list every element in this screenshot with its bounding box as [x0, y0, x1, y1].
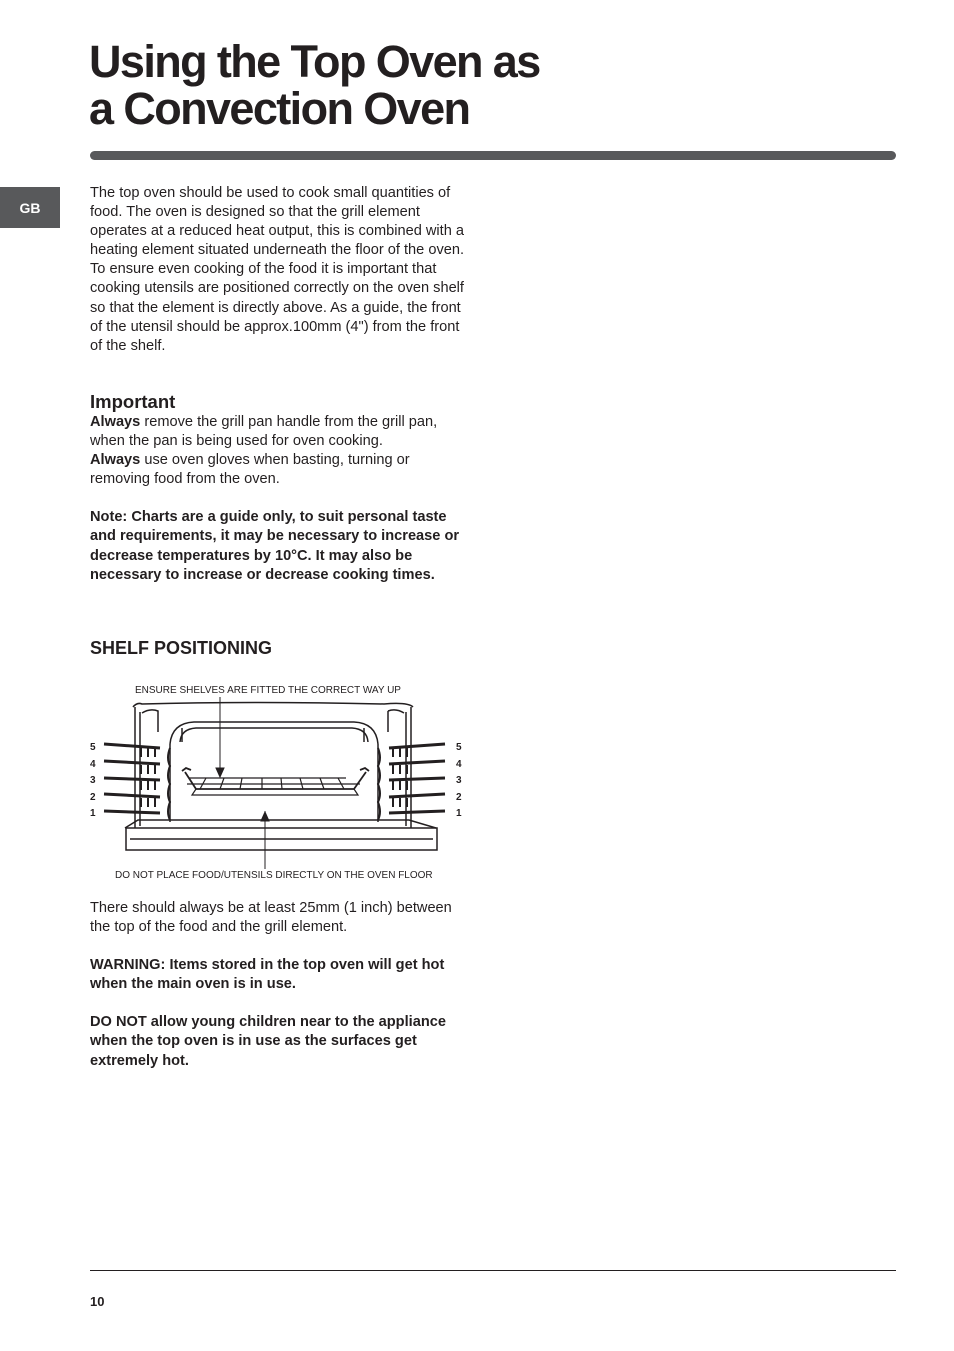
important-heading: Important: [90, 391, 176, 412]
shelf-number-right: 1: [456, 808, 462, 819]
left-shelf-levels: [104, 744, 160, 813]
shelf-number-left: 4: [90, 759, 96, 770]
always-gloves-text: use oven gloves when basting, turning or removing food from the oven.: [90, 452, 410, 488]
page-title-line1: Using the Top Oven as: [89, 36, 540, 87]
clearance-paragraph: There should always be at least 25mm (1 inch) between the top of the food and the grill element.: [90, 900, 452, 936]
page-title: [89, 38, 540, 132]
shelf-number-right: 3: [456, 775, 462, 786]
children-warning-paragraph: DO NOT allow young children near to the appliance when the top oven is in use as the surfaces get extremely hot.: [90, 1014, 446, 1069]
important-always-gloves: [90, 451, 465, 489]
arrows: [216, 697, 269, 869]
title-divider: [90, 151, 896, 160]
shelf-number-left: 1: [90, 808, 96, 819]
note-paragraph: Note: Charts are a guide only, to suit personal taste and requirements, it may be necessary to increase or decrease temperatures by 10°C. It may also be necessary to increase or decrease cooking times.: [90, 509, 460, 583]
always-keyword: Always: [90, 452, 141, 469]
intro-paragraph: The top oven should be used to cook small quantities of food. The oven is designed so that the grill element operates at a reduced heat output, this is combined with a heating element situated underneath the floor of the oven. To ensure even cooking of the food it is important that cooking utensils are positioned correctly on the oven shelf so that the element is directly above. As a guide, the front of the utensil should be approx.100mm (4") from the front of the shelf.: [90, 185, 465, 354]
shelf-number-right: 5: [456, 742, 462, 753]
always-keyword: Always: [90, 414, 141, 430]
important-section: [90, 413, 465, 585]
page-number: 10: [90, 1294, 105, 1309]
shelf-number-right: 2: [456, 792, 462, 803]
always-remove-text: remove the grill pan handle from the grill pan, when the pan is being used for oven cooking.: [90, 414, 438, 450]
shelf-number-left: 5: [90, 742, 96, 753]
shelf-number-left: 2: [90, 792, 96, 803]
footer-divider: [90, 1270, 896, 1271]
shelf-number-left: 3: [90, 775, 96, 786]
shelf-rack: [182, 768, 369, 795]
language-tab: GB: [0, 187, 60, 228]
shelf-notes: [90, 899, 465, 1071]
diagram-top-label: ENSURE SHELVES ARE FITTED THE CORRECT WAY UP: [135, 685, 401, 696]
shelf-number-right: 4: [456, 759, 462, 770]
diagram-bottom-label: DO NOT PLACE FOOD/UTENSILS DIRECTLY ON THE OVEN FLOOR: [115, 870, 433, 881]
warning-paragraph: WARNING: Items stored in the top oven will get hot when the main oven is in use.: [90, 957, 445, 993]
right-shelf-levels: [389, 744, 445, 813]
intro-section: [90, 184, 465, 356]
important-always-remove: [90, 413, 465, 451]
oven-outline: [125, 703, 437, 851]
shelf-positioning-heading: SHELF POSITIONING: [90, 638, 273, 658]
shelf-positioning-diagram: [84, 680, 470, 885]
page-title-line2: a Convection Oven: [89, 83, 470, 134]
